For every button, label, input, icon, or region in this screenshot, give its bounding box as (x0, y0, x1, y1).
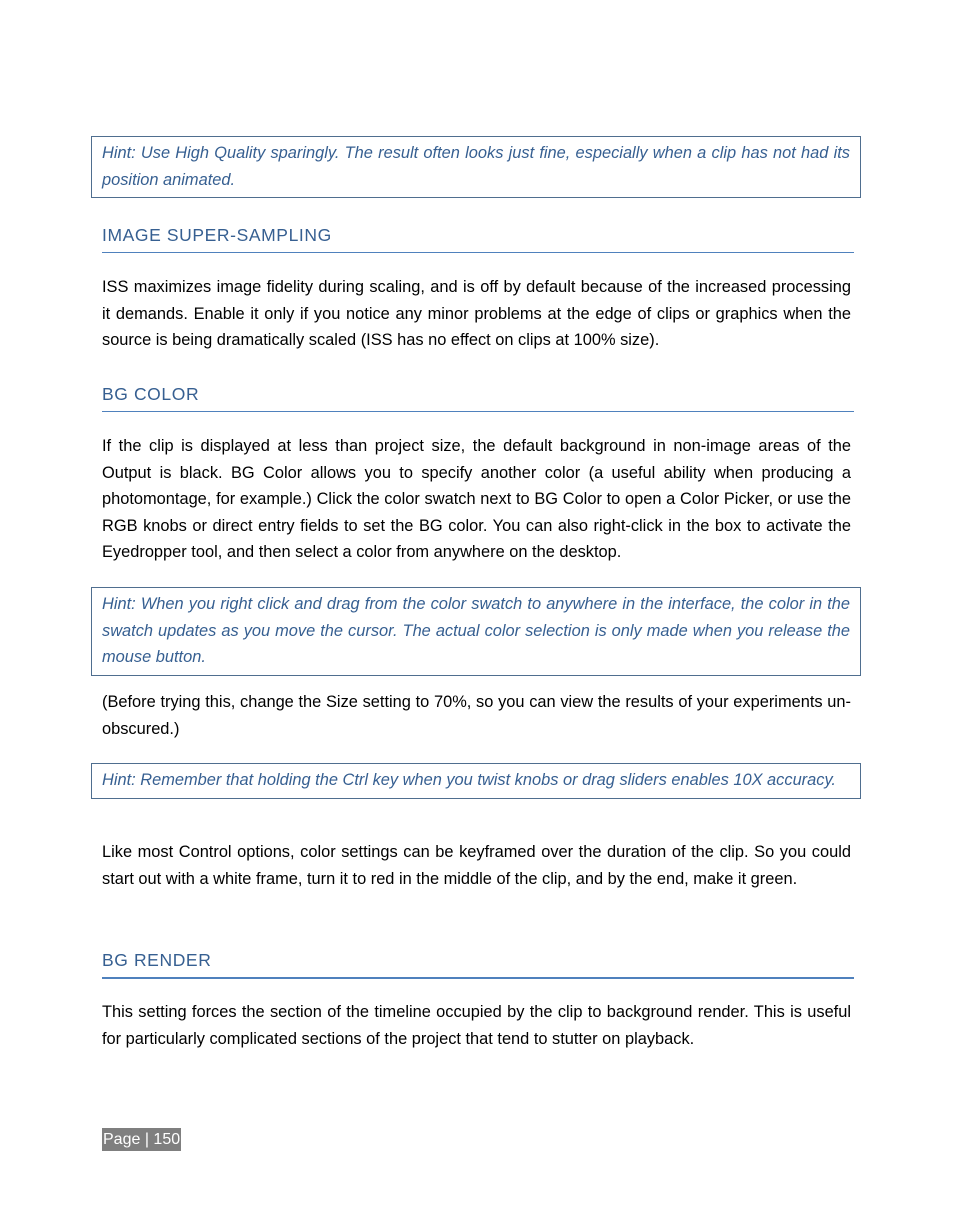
paragraph-before-trying: (Before trying this, change the Size setting to 70%, so you can view the results of your experiments un-obscured.) (102, 693, 851, 738)
hint-text: Hint: Remember that holding the Ctrl key when you twist knobs or drag sliders enables 10X accuracy. (102, 771, 836, 789)
hint-box-ctrl-key (91, 763, 861, 799)
paragraph-bg-render: This setting forces the section of the timeline occupied by the clip to background render. This is useful for particularly complicated sections of the project that tend to stutter on playback. (102, 1003, 851, 1048)
page-number-footer: Page | 150 (102, 1128, 181, 1151)
hint-text: Hint: Use High Quality sparingly. The result often looks just fine, especially when a clip has not had its position animated. (102, 144, 850, 189)
hint-text: Hint: When you right click and drag from the color swatch to anywhere in the interface, the color in the swatch updates as you move the cursor. The actual color selection is only made when you release the mouse button. (102, 595, 850, 666)
section-heading-bg-color: BG COLOR (102, 381, 854, 412)
hint-box-high-quality (91, 136, 861, 198)
section-heading-image-super-sampling: IMAGE SUPER-SAMPLING (102, 222, 854, 253)
paragraph-bg-color: If the clip is displayed at less than project size, the default background in non-image areas of the Output is black. BG Color allows you to specify another color (a useful ability when producing a photomontage, for example.) Click the color swatch next to BG Color to open a Color Picker, or use the RGB knobs or direct entry fields to set the BG color. You can also right-click in the box to activate the Eyedropper tool, and then select a color from anywhere on the desktop. (102, 437, 851, 562)
section-heading-bg-render: BG RENDER (102, 947, 854, 979)
hint-box-right-click-drag (91, 587, 861, 676)
paragraph-keyframed: Like most Control options, color settings can be keyframed over the duration of the clip. So you could start out with a white frame, turn it to red in the middle of the clip, and by the end, make it green. (102, 843, 851, 888)
paragraph-iss: ISS maximizes image fidelity during scaling, and is off by default because of the increased processing it demands. Enable it only if you notice any minor problems at the edge of clips or graphics when the source is being dramatically scaled (ISS has no effect on clips at 100% size). (102, 278, 851, 350)
